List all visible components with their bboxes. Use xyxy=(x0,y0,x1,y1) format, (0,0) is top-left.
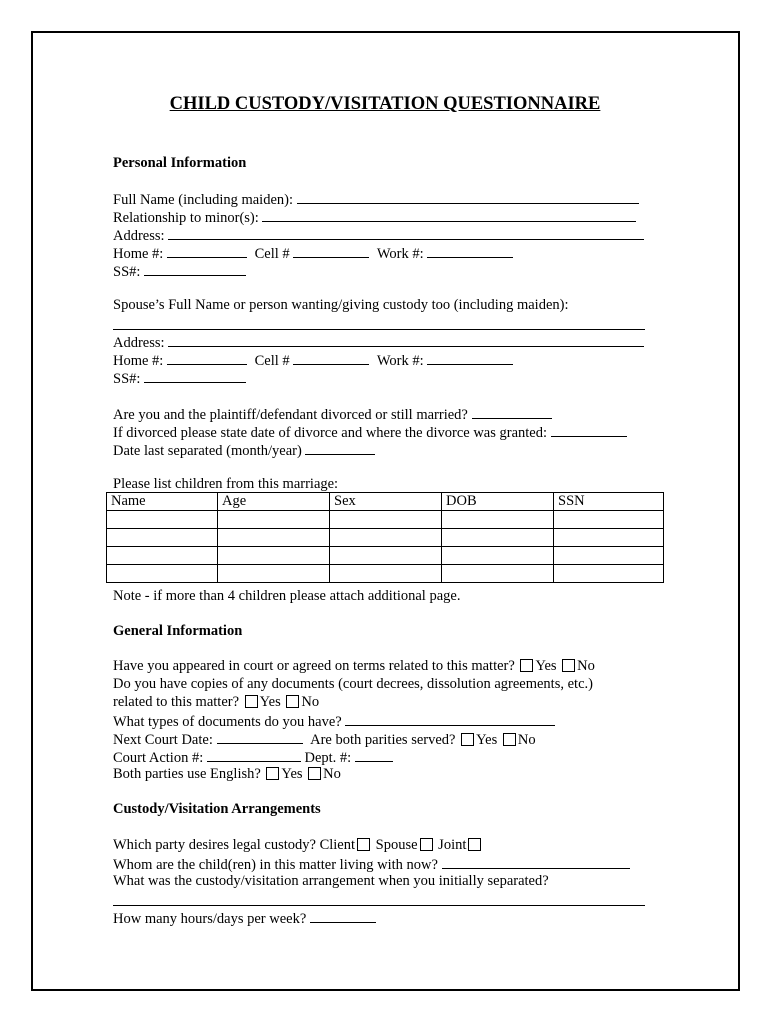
served-yes-checkbox[interactable] xyxy=(461,733,474,746)
appeared-no-checkbox[interactable] xyxy=(562,659,575,672)
table-cell[interactable] xyxy=(218,511,330,529)
children-note: Note - if more than 4 children please attach additional page. xyxy=(113,588,461,604)
col-sex: Sex xyxy=(330,493,442,511)
yes-label: Yes xyxy=(281,766,303,782)
appeared-label: Have you appeared in court or agreed on terms related to this matter? xyxy=(113,658,515,674)
spouse-checkbox[interactable] xyxy=(420,838,433,851)
table-cell[interactable] xyxy=(330,511,442,529)
spouse-address-field[interactable] xyxy=(168,332,644,347)
address-label: Address: xyxy=(113,228,165,244)
separated-label: Date last separated (month/year) xyxy=(113,443,302,459)
col-age: Age xyxy=(218,493,330,511)
general-heading: General Information xyxy=(113,623,243,639)
doc-types-row xyxy=(113,711,555,731)
legal-custody-row xyxy=(113,836,483,854)
table-cell[interactable] xyxy=(330,529,442,547)
table-cell[interactable] xyxy=(218,529,330,547)
table-cell[interactable] xyxy=(442,511,554,529)
appeared-row xyxy=(113,657,595,675)
copies-no-checkbox[interactable] xyxy=(286,695,299,708)
spouse-ss-field[interactable] xyxy=(144,368,246,383)
living-with-row xyxy=(113,854,630,874)
client-label: Client xyxy=(319,837,356,853)
table-cell[interactable] xyxy=(442,565,554,583)
court-action-field[interactable] xyxy=(207,747,301,762)
table-cell[interactable] xyxy=(107,529,218,547)
copies-yes-checkbox[interactable] xyxy=(245,695,258,708)
living-with-field[interactable] xyxy=(442,854,630,869)
english-row xyxy=(113,765,341,783)
spouse-cell-field[interactable] xyxy=(293,350,369,365)
page-title: CHILD CUSTODY/VISITATION QUESTIONNAIRE xyxy=(169,94,601,114)
hours-field[interactable] xyxy=(310,908,376,923)
relationship-field[interactable] xyxy=(262,207,636,222)
spouse-name-label: Spouse’s Full Name or person wanting/giving custody too (including maiden): xyxy=(113,297,569,313)
appeared-yes-checkbox[interactable] xyxy=(520,659,533,672)
court-date-label: Next Court Date: xyxy=(113,732,213,748)
col-ssn: SSN xyxy=(554,493,664,511)
divorced-label: Are you and the plaintiff/defendant divorced or still married? xyxy=(113,407,468,423)
yes-label: Yes xyxy=(259,694,281,710)
no-label: No xyxy=(577,658,595,674)
no-label: No xyxy=(323,766,341,782)
col-name: Name xyxy=(107,493,218,511)
table-cell[interactable] xyxy=(218,547,330,565)
divorce-date-row xyxy=(113,422,627,442)
legal-custody-label: Which party desires legal custody? xyxy=(113,837,316,853)
table-cell[interactable] xyxy=(554,547,664,565)
table-row xyxy=(107,511,664,529)
spouse-ss-row xyxy=(113,368,246,388)
table-cell[interactable] xyxy=(107,565,218,583)
spouse-label: Spouse xyxy=(375,837,418,853)
english-yes-checkbox[interactable] xyxy=(266,767,279,780)
spouse-work-label: Work #: xyxy=(376,353,424,369)
served-label: Are both parities served? xyxy=(310,732,456,748)
work-label: Work #: xyxy=(376,246,424,262)
relationship-label: Relationship to minor(s): xyxy=(113,210,259,226)
home-phone-field[interactable] xyxy=(167,243,247,258)
english-no-checkbox[interactable] xyxy=(308,767,321,780)
doc-types-label: What types of documents do you have? xyxy=(113,714,342,730)
table-cell[interactable] xyxy=(554,565,664,583)
spouse-address-label: Address: xyxy=(113,335,165,351)
separated-field[interactable] xyxy=(305,440,375,455)
court-action-row xyxy=(113,747,393,767)
spouse-name-field[interactable] xyxy=(113,329,645,330)
children-header-row xyxy=(107,493,664,511)
full-name-label: Full Name (including maiden): xyxy=(113,192,294,208)
home-label: Home #: xyxy=(113,246,164,262)
phone-row xyxy=(113,243,513,263)
joint-label: Joint xyxy=(438,837,467,853)
cell-phone-field[interactable] xyxy=(293,243,369,258)
work-phone-field[interactable] xyxy=(427,243,513,258)
table-cell[interactable] xyxy=(442,529,554,547)
joint-checkbox[interactable] xyxy=(468,838,481,851)
client-checkbox[interactable] xyxy=(357,838,370,851)
divorced-row xyxy=(113,404,552,424)
relationship-row xyxy=(113,207,636,227)
ss-row xyxy=(113,261,246,281)
spouse-address-row xyxy=(113,332,644,352)
separated-row xyxy=(113,440,375,460)
table-cell[interactable] xyxy=(554,529,664,547)
yes-label: Yes xyxy=(535,658,557,674)
table-cell[interactable] xyxy=(330,547,442,565)
divorced-field[interactable] xyxy=(472,404,552,419)
ss-field[interactable] xyxy=(144,261,246,276)
col-dob: DOB xyxy=(442,493,554,511)
divorce-date-label: If divorced please state date of divorce and where the divorce was granted: xyxy=(113,425,548,441)
living-with-label: Whom are the child(ren) in this matter living with now? xyxy=(113,857,438,873)
ss-label: SS#: xyxy=(113,264,141,280)
spouse-phone-row xyxy=(113,350,513,370)
divorce-date-field[interactable] xyxy=(551,422,627,437)
children-label: Please list children from this marriage: xyxy=(113,476,339,492)
table-row xyxy=(107,547,664,565)
english-label: Both parties use English? xyxy=(113,766,261,782)
copies-row xyxy=(113,693,319,711)
table-cell[interactable] xyxy=(107,511,218,529)
spouse-home-label: Home #: xyxy=(113,353,164,369)
table-cell[interactable] xyxy=(554,511,664,529)
hours-label: How many hours/days per week? xyxy=(113,911,307,927)
full-name-field[interactable] xyxy=(297,189,639,204)
dept-label: Dept. #: xyxy=(304,750,352,766)
address-field[interactable] xyxy=(168,225,644,240)
hours-row xyxy=(113,908,376,928)
custody-heading: Custody/Visitation Arrangements xyxy=(113,801,321,817)
children-table xyxy=(106,492,664,583)
served-no-checkbox[interactable] xyxy=(503,733,516,746)
table-cell[interactable] xyxy=(107,547,218,565)
spouse-work-field[interactable] xyxy=(427,350,513,365)
cell-label: Cell # xyxy=(254,246,290,262)
doc-types-field[interactable] xyxy=(345,711,555,726)
table-cell[interactable] xyxy=(218,565,330,583)
court-action-label: Court Action #: xyxy=(113,750,204,766)
copies-label-2: related to this matter? xyxy=(113,694,240,710)
copies-label: Do you have copies of any documents (court decrees, dissolution agreements, etc.) xyxy=(113,676,593,692)
table-cell[interactable] xyxy=(442,547,554,565)
spouse-home-field[interactable] xyxy=(167,350,247,365)
table-row xyxy=(107,565,664,583)
court-date-field[interactable] xyxy=(217,729,303,744)
address-row xyxy=(113,225,644,245)
no-label: No xyxy=(517,732,536,748)
court-date-row xyxy=(113,729,536,749)
no-label: No xyxy=(301,694,320,710)
yes-label: Yes xyxy=(476,732,498,748)
arrangement-field[interactable] xyxy=(113,905,645,906)
full-name-row xyxy=(113,189,639,209)
dept-field[interactable] xyxy=(355,747,393,762)
spouse-cell-label: Cell # xyxy=(254,353,290,369)
spouse-ss-label: SS#: xyxy=(113,371,141,387)
table-cell[interactable] xyxy=(330,565,442,583)
arrangement-label: What was the custody/visitation arrangement when you initially separated? xyxy=(113,873,549,889)
table-row xyxy=(107,529,664,547)
personal-heading: Personal Information xyxy=(113,155,247,171)
